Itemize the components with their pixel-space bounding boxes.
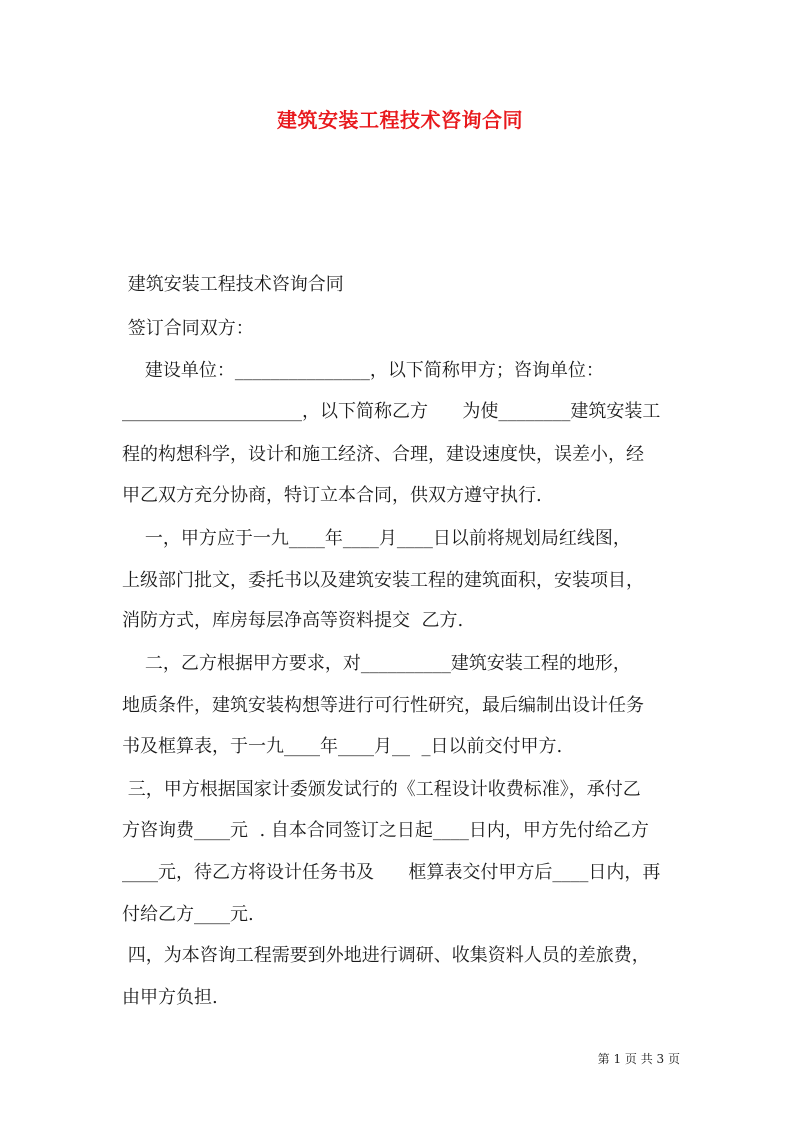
text-line: 上级部门批文，委托书以及建筑安装工程的建筑面积，安装项目， — [122, 570, 644, 591]
text-line: 方咨询费____元 . 自本合同签订之日起____日内，甲方先付给乙方 — [122, 820, 649, 841]
page-number: 第 1 页 共 3 页 — [597, 1052, 680, 1066]
text-line: ____________________，以下简称乙方 为使________建筑安装工 — [122, 401, 661, 422]
text-line: 四，为本咨询工程需要到外地进行调研、收集资料人员的差旅费， — [122, 945, 650, 966]
text-line: 书及框算表，于一九____年____月__ _日以前交付甲方. — [122, 736, 563, 757]
text-line: 一，甲方应于一九____年____月____日以前将规划局红线图， — [122, 528, 631, 549]
text-line: 建筑安装工程技术咨询合同 — [122, 274, 344, 295]
text-line: 签订合同双方： — [122, 318, 254, 339]
text-line: 三，甲方根据国家计委颁发试行的《工程设计收费标准》，承付乙 — [122, 779, 641, 800]
document-title: 建筑安装工程技术咨询合同 — [277, 108, 523, 132]
text-line: 付给乙方____元. — [122, 904, 254, 925]
text-line: 建设单位：_______________，以下简称甲方；咨询单位： — [122, 360, 604, 381]
text-line: 二，乙方根据甲方要求，对__________建筑安装工程的地形， — [122, 653, 631, 674]
text-line: 甲乙双方充分协商，特订立本合同，供双方遵守执行. — [122, 485, 542, 506]
text-line: 消防方式，库房每层净高等资料提交 乙方. — [122, 610, 464, 631]
text-line: 程的构想科学，设计和施工经济、合理，建设速度快，误差小，经 — [122, 444, 644, 465]
text-line: 由甲方负担. — [122, 987, 218, 1008]
text-line: ____元，待乙方将设计任务书及 框算表交付甲方后____日内，再 — [122, 862, 661, 883]
text-line: 地质条件，建筑安装构想等进行可行性研究，最后编制出设计任务 — [122, 695, 644, 716]
